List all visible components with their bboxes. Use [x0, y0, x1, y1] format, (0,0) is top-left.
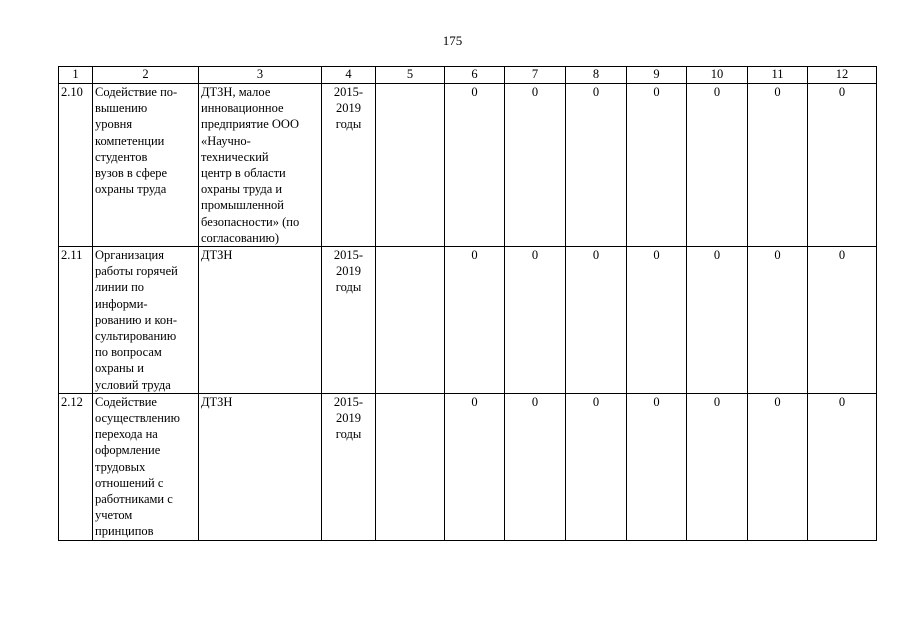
- value-cell: 0: [445, 247, 505, 394]
- value-cell: [376, 84, 445, 247]
- row-number-cell: 2.10: [59, 84, 93, 247]
- activity-cell-line: Содействие: [95, 394, 157, 409]
- value-cell: 0: [445, 84, 505, 247]
- value-cell: 0: [627, 247, 687, 394]
- column-header: 7: [505, 67, 566, 84]
- activity-cell-line: перехода на: [95, 427, 158, 442]
- period-cell: [322, 393, 376, 540]
- activity-cell-line: условий труда: [95, 377, 171, 392]
- period-cell-line: 2015-: [333, 394, 364, 409]
- value-cell: 0: [808, 393, 877, 540]
- table-row: [59, 84, 877, 247]
- activity-cell-line: вузов в сфере: [95, 166, 168, 181]
- column-header: 12: [808, 67, 877, 84]
- table-row: [59, 393, 877, 540]
- activity-cell-line: вышению: [95, 101, 148, 116]
- value-cell: 0: [687, 393, 748, 540]
- executor-cell-line: центр в области: [201, 166, 286, 181]
- period-cell-line: годы: [335, 427, 362, 442]
- value-cell: 0: [505, 247, 566, 394]
- value-cell: [376, 393, 445, 540]
- executor-cell-line: ДТЗН: [201, 394, 233, 409]
- column-header: 1: [59, 67, 93, 84]
- period-cell-line: 2015-: [333, 85, 364, 99]
- activity-cell-line: линии по: [95, 280, 145, 295]
- executor-cell-line: предприятие ООО: [201, 117, 299, 132]
- page-number: 175: [442, 33, 463, 48]
- activity-cell-line: отношений с: [95, 475, 164, 490]
- executor-cell-line: охраны труда и: [201, 182, 283, 197]
- value-cell: 0: [808, 84, 877, 247]
- column-header: 3: [199, 67, 322, 84]
- value-cell: 0: [627, 84, 687, 247]
- activity-cell-line: информи-: [95, 296, 148, 311]
- activity-cell-line: оформление: [95, 443, 161, 458]
- table-row: [59, 247, 877, 394]
- executor-cell-line: «Научно-: [201, 133, 251, 148]
- period-cell-line: 2015-: [333, 248, 364, 263]
- executor-cell-line: ДТЗН, малое: [201, 85, 271, 99]
- column-header: 11: [748, 67, 808, 84]
- activity-cell-line: Содействие по-: [95, 85, 178, 99]
- activity-cell-line: трудовых: [95, 459, 146, 474]
- period-cell-line: годы: [335, 117, 362, 132]
- activity-cell: [93, 84, 199, 247]
- column-header: 8: [566, 67, 627, 84]
- period-cell: [322, 84, 376, 247]
- executor-cell-line: инновационное: [201, 101, 284, 116]
- activity-cell-line: работы горячей: [95, 264, 178, 279]
- header-row: [59, 67, 877, 84]
- value-cell: 0: [445, 393, 505, 540]
- period-cell-line: годы: [335, 280, 362, 295]
- row-number-cell: 2.11: [59, 247, 93, 394]
- period-cell-line: 2019: [336, 101, 361, 116]
- column-header: 4: [322, 67, 376, 84]
- executor-cell-line: согласованию): [201, 230, 280, 245]
- period-cell-line: 2019: [336, 264, 361, 279]
- value-cell: 0: [505, 393, 566, 540]
- value-cell: 0: [748, 247, 808, 394]
- value-cell: 0: [748, 393, 808, 540]
- activity-cell-line: охраны и: [95, 361, 144, 376]
- activity-cell-line: охраны труда: [95, 182, 167, 197]
- activity-cell-line: рованию и кон-: [95, 312, 177, 327]
- activity-cell-line: по вопросам: [95, 345, 162, 360]
- value-cell: 0: [748, 84, 808, 247]
- activity-cell-line: уровня: [95, 117, 133, 132]
- period-cell: [322, 247, 376, 394]
- column-header: 2: [93, 67, 199, 84]
- executor-cell-line: промышленной: [201, 198, 284, 213]
- program-table: [58, 66, 877, 541]
- value-cell: 0: [687, 84, 748, 247]
- value-cell: 0: [566, 84, 627, 247]
- activity-cell-line: Организация: [95, 248, 164, 263]
- column-header: 9: [627, 67, 687, 84]
- activity-cell-line: принципов: [95, 524, 154, 539]
- activity-cell-line: работниками с: [95, 492, 173, 507]
- value-cell: 0: [566, 393, 627, 540]
- period-cell-line: 2019: [336, 411, 361, 426]
- activity-cell-line: сультированию: [95, 329, 177, 344]
- value-cell: 0: [566, 247, 627, 394]
- column-header: 10: [687, 67, 748, 84]
- activity-cell-line: компетенции: [95, 133, 165, 148]
- activity-cell: [93, 247, 199, 394]
- executor-cell-line: технический: [201, 149, 269, 164]
- column-header: 6: [445, 67, 505, 84]
- executor-cell-line: ДТЗН: [201, 248, 233, 263]
- activity-cell: [93, 393, 199, 540]
- value-cell: 0: [808, 247, 877, 394]
- executor-cell: [199, 84, 322, 247]
- value-cell: 0: [505, 84, 566, 247]
- executor-cell: [199, 247, 322, 394]
- activity-cell-line: осуществлению: [95, 411, 180, 426]
- executor-cell-line: безопасности» (по: [201, 214, 300, 229]
- activity-cell-line: учетом: [95, 508, 133, 523]
- column-header: 5: [376, 67, 445, 84]
- value-cell: [376, 247, 445, 394]
- table-body: [59, 84, 877, 541]
- activity-cell-line: студентов: [95, 149, 148, 164]
- executor-cell: [199, 393, 322, 540]
- value-cell: 0: [627, 393, 687, 540]
- row-number-cell: 2.12: [59, 393, 93, 540]
- value-cell: 0: [687, 247, 748, 394]
